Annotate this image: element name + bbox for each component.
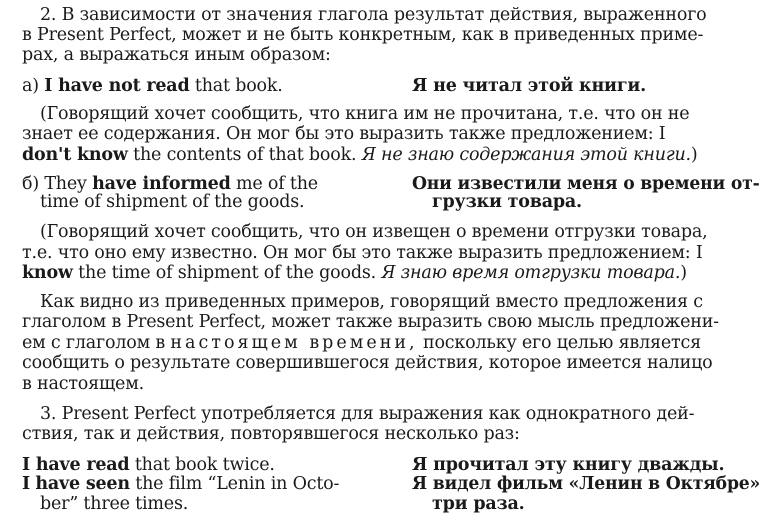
example-b-russian-2: грузки товара.: [432, 192, 582, 212]
example-a-rest: that book.: [194, 76, 283, 96]
example-d-russian-1: Я видел фильм «Ленин в Октябре»: [412, 474, 761, 494]
note-b-line-1: (Говорящий хочет сообщить, что он извещен о времени отгрузки товара,: [40, 222, 708, 242]
note-b-close: ): [680, 263, 687, 283]
p2-line-2: в Present Perfect, может и не быть конкретным, как в приведенных приме-: [22, 25, 704, 45]
note-b-rest: the time of shipment of the goods.: [78, 263, 376, 283]
example-a-marker: а): [22, 76, 39, 96]
note-a-close: ): [690, 145, 698, 165]
note-a-verb: don't know: [22, 145, 128, 165]
note-a-line-3: [22, 145, 698, 165]
example-c-verb: I have read: [22, 455, 130, 475]
example-b-russian-1: Они известили меня о времени от-: [412, 174, 760, 194]
p3-line-1: 3. Present Perfect употребляется для выражения как однократного дей-: [40, 404, 695, 424]
example-c-rest: that book twice.: [134, 455, 275, 475]
note-a-rest: the contents of that book.: [133, 145, 357, 165]
example-a-russian: Я не читал этой книги.: [412, 76, 647, 96]
note-b-verb: know: [22, 263, 73, 283]
p3-line-2: ствия, так и действия, повторявшегося несколько раз:: [22, 424, 520, 444]
note-a-line-1: (Говорящий хочет сообщить, что книга им не прочитана, т.е. что он не: [40, 104, 690, 124]
example-a-english: [22, 76, 283, 96]
example-a-verb: I have not read: [44, 76, 190, 96]
example-c-english: [22, 455, 275, 475]
example-b-rest: me of the: [236, 174, 318, 194]
example-d-verb: have seen: [35, 474, 130, 494]
note-a-line-2: знает ее содержания. Он мог бы это выразить также предложением: I: [22, 124, 666, 144]
example-b-marker: б) They: [22, 174, 87, 194]
conclusion-line-4: сообщить о результате совершившегося действия, которое имеется налицо: [22, 353, 713, 373]
example-d-english-1: [22, 474, 339, 494]
conclusion-line-2: глаголом в Present Perfect, может также выразить свою мысль предложени-: [22, 312, 719, 332]
conclusion-line-5: в настоящем.: [22, 374, 144, 394]
conclusion-line-1: Как видно из приведенных примеров, говорящий вместо предложения с: [40, 292, 703, 312]
p2-line-3: рах, а выражаться иным образом:: [22, 45, 331, 65]
note-b-line-2: т.е. что оно ему известно. Он мог бы это также выразить предложением: I: [22, 243, 703, 263]
example-b-english-2: time of shipment of the goods.: [40, 192, 305, 212]
example-d-english-2: ber” three times.: [40, 494, 189, 514]
conclusion-line-3-end: поскольку его целью является: [422, 333, 701, 353]
example-b-english-1: [22, 174, 318, 194]
note-b-line-3: [22, 263, 687, 283]
note-b-translation: Я знаю время отгрузки товара.: [381, 263, 681, 283]
p2-line-1: 2. В зависимости от значения глагола результат действия, выраженного: [40, 5, 707, 25]
example-c-russian: Я прочитал эту книгу дважды.: [412, 455, 725, 475]
example-d-subject: I: [22, 474, 30, 494]
note-a-translation: Я не знаю содержания этой книги.: [361, 145, 691, 165]
conclusion-line-3-start: ем с глаголом в: [22, 333, 165, 353]
conclusion-spaced-term: настоящем времени,: [170, 333, 418, 353]
example-d-rest: the film “Lenin in Octo-: [135, 474, 340, 494]
conclusion-line-3: [22, 333, 701, 353]
example-d-russian-2: три раза.: [432, 494, 525, 514]
example-b-verb: have informed: [92, 174, 231, 194]
